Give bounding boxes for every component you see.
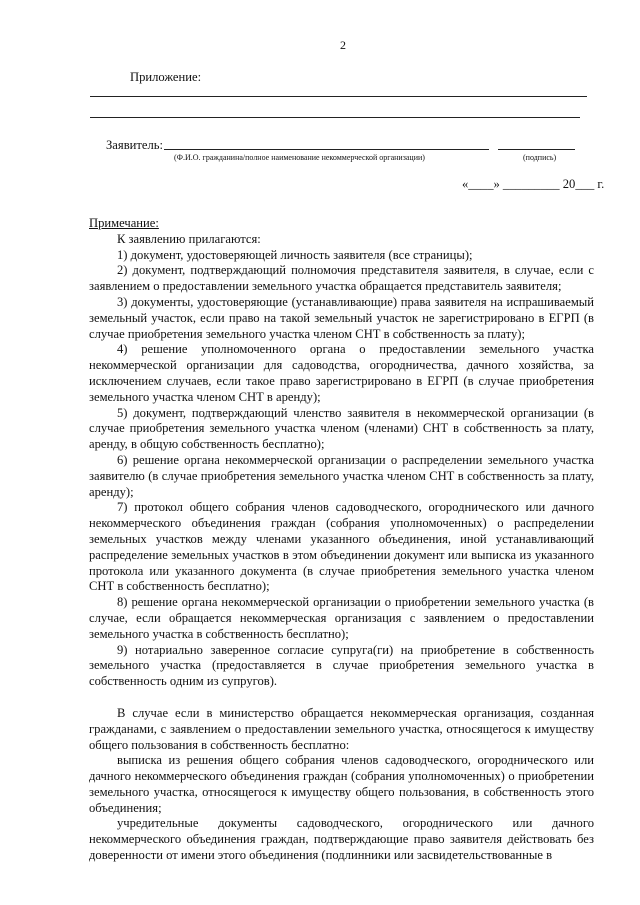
signature-line: [498, 149, 575, 150]
list-item: 5) документ, подтверждающий членство заявителя в некоммерческой организации (в случае приобретения земельного участка членом (членами) СНТ в собственность за плату, аренду, в общую собственность бесплатно);: [89, 405, 594, 452]
page-number: 2: [340, 38, 346, 52]
appendix-label: Приложение:: [130, 70, 202, 84]
list-item: 6) решение органа некоммерческой организации о распределении земельного участка заявителю (в случае приобретения земельного участка членом СНТ в собственность за плату, аренду);: [89, 452, 594, 499]
list-item: 7) протокол общего собрания членов садоводческого, огороднического или дачного некоммерческого объединения граждан (собрания уполномоченных) о распределении земельных участков между членами указанного объединения, иной устанавливающий распределение земельных участков в этом объединении документ или выписка из указанного протокола или указанного документа (в случае приобретения земельного участка членом СНТ в собственность бесплатно);: [89, 500, 594, 594]
list-item: 3) документы, удостоверяющие (устанавливающие) права заявителя на испрашиваемый земельный участок, если право на такой земельный участок не зарегистрировано в ЕГРП (в случае приобретения земельного участка членом СНТ в собственность за плату);: [89, 294, 594, 341]
list-item: 8) решение органа некоммерческой организации о приобретении земельного участка (в случае, если обращается некоммерческая организация с заявлением о предоставлении земельного участка в собственность бесплатно);: [89, 595, 594, 641]
appendix-line-1: [90, 96, 587, 97]
note-title: Примечание:: [89, 216, 159, 230]
list-item: учредительные документы садоводческого, огороднического или дачного некоммерческого объединения граждан, подтверждающие право заявителя действовать без доверенности от имени этого объединения (подлинники или засвидетельствованные в: [89, 816, 594, 863]
nko-paragraph: В случае если в министерство обращается некоммерческая организация, созданная гражданами, с заявлением о предоставлении земельного участка, относящегося к имуществу общего пользования в собственность бесплатно:: [89, 705, 594, 752]
list-item: выписка из решения общего собрания членов садоводческого, огороднического или дачного некоммерческого объединения граждан (собрания уполномоченных) о приобретении земельного участка, относящегося к имуществу общего пользования, в собственность этого объединения;: [89, 753, 594, 815]
notes-intro: К заявлению прилагаются:: [117, 231, 261, 246]
applicant-label: Заявитель:: [106, 138, 163, 152]
notes-section: [89, 216, 594, 864]
list-item: 1) документ, удостоверяющей личность заявителя (все страницы);: [117, 247, 473, 262]
list-item: 2) документ, подтверждающий полномочия представителя заявителя, в случае, если с заявлением о предоставлении земельного участка обращается представитель заявителя;: [89, 263, 594, 294]
list-item: 9) нотариально заверенное согласие супруга(ги) на приобретение в собственность земельного участка (предоставляется в случае приобретения земельного участка в собственность одним из супругов).: [89, 642, 594, 689]
signature-caption: (подпись): [523, 153, 557, 162]
date-line: «____» _________ 20___ г.: [462, 177, 605, 191]
fio-caption: (Ф.И.О. гражданина/полное наименование некоммерческой организации): [174, 153, 425, 162]
appendix-line-2: [90, 117, 580, 118]
list-item: 4) решение уполномоченного органа о предоставлении земельного участка некоммерческой организации для садоводства, огородничества, дачного хозяйства, за исключением случаев, если такое право зарегистрировано в ЕГРП (в случае приобретения земельного участка членом СНТ в аренду);: [89, 342, 594, 404]
applicant-name-line: [164, 149, 489, 150]
